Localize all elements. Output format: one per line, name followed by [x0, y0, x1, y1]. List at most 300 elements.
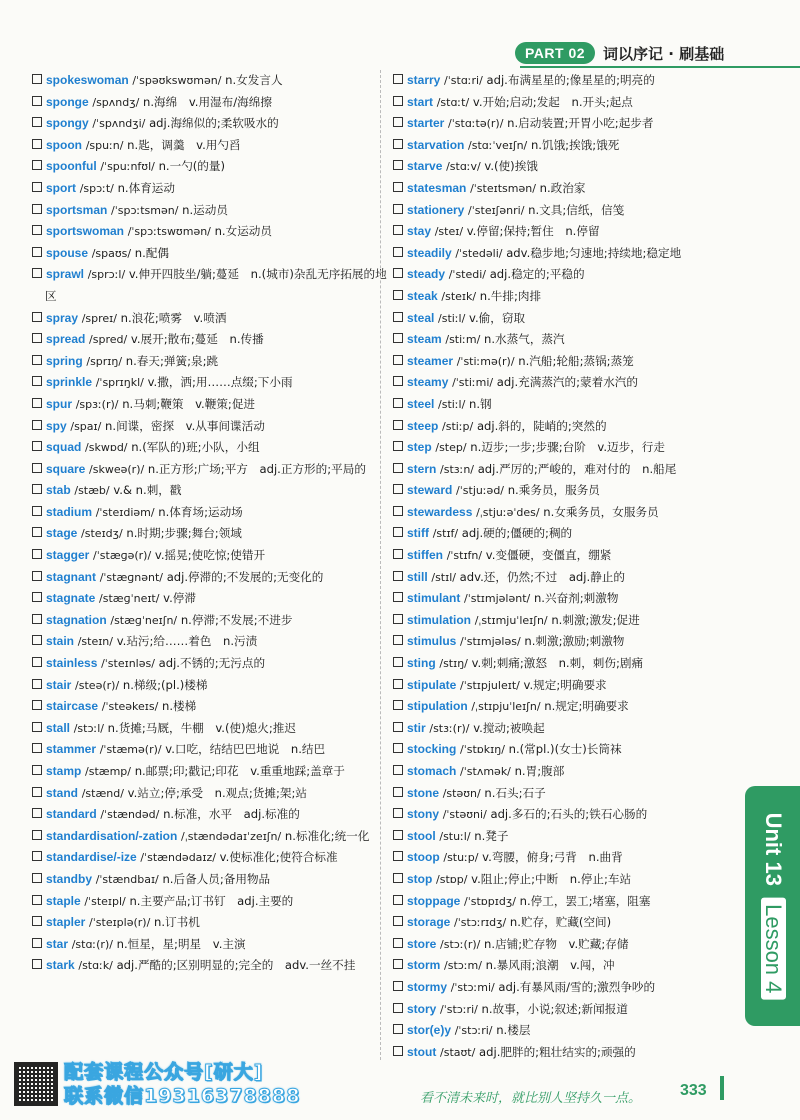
vocab-phonetic: /spʌndʒ/ [92, 95, 140, 109]
header-title: 词以序记 · 刷基础 [603, 44, 725, 63]
vocab-definition: adj.停滞的;不发展的;无变化的 [166, 569, 324, 584]
vocab-phonetic: /ˈstiːmə(r)/ [456, 354, 515, 368]
vocab-phonetic: /stəʊn/ [442, 786, 481, 800]
vocab-phonetic: /stiːl/ [438, 311, 466, 325]
vocab-definition: n.恒星，星;明星 v.主演 [116, 936, 246, 951]
vocab-definition: adj.严酷的;区别明显的;完全的 adv.一丝不挂 [116, 958, 356, 973]
vocab-phonetic: /stɜː(r)/ [429, 721, 470, 735]
vocab-definition: n.匙，调羹 v.用勺舀 [127, 137, 241, 152]
vocab-word: stomach [407, 764, 457, 778]
checkbox-icon[interactable] [32, 571, 42, 581]
vocab-entry [32, 955, 397, 977]
vocab-entry [32, 92, 397, 114]
vocab-phonetic: /ˈspəʊkswʊmən/ [132, 74, 222, 87]
vocab-word: stipulate [407, 677, 457, 692]
vocab-definition: n.时期;步骤;舞台;领域 [126, 526, 242, 541]
vocab-phonetic: /stɪŋ/ [439, 657, 468, 671]
vocab-entry [32, 804, 397, 826]
vocab-definition: n.暴风雨;浪潮 v.闯，冲 [485, 958, 615, 973]
vocab-word: stimulant [407, 591, 461, 606]
vocab-word: sportswoman [46, 224, 125, 239]
vocab-definition: n.后备人员;备用物品 [162, 871, 271, 886]
vocab-definition: n.标准化;统一化 [284, 828, 370, 843]
vocab-word: sponge [46, 94, 89, 109]
vocab-definition: v.伸开四肢坐/躺;蔓延 n.(城市)杂乱无序拓展的地区 [45, 267, 387, 303]
checkbox-icon[interactable] [393, 830, 403, 840]
checkbox-icon[interactable] [32, 873, 42, 883]
watermark [64, 1060, 300, 1108]
checkbox-icon[interactable] [32, 312, 42, 322]
checkbox-icon[interactable] [32, 484, 42, 494]
vocab-phonetic: /ˈspʌndʒi/ [92, 117, 146, 131]
vocab-phonetic: /stæmp/ [85, 765, 131, 778]
checkbox-icon[interactable] [32, 355, 42, 365]
vocab-definition: adv.还，仍然;不过 adj.静止的 [459, 569, 625, 584]
vocab-word: starry [407, 73, 441, 87]
checkbox-icon[interactable] [393, 1046, 403, 1056]
vocab-phonetic: /spuːn/ [85, 138, 124, 152]
checkbox-icon[interactable] [32, 722, 42, 732]
vocab-entry [393, 826, 758, 848]
checkbox-icon[interactable] [32, 420, 42, 430]
unit-tab-text [760, 813, 786, 1000]
vocab-definition: n.邮票;印;戳记;印花 v.重重地踩;盖章于 [134, 764, 345, 778]
vocab-phonetic: /skwɒd/ [85, 441, 128, 455]
vocab-word: storm [407, 958, 441, 973]
vocab-definition: n.间谍，密探 v.从事间谍活动 [105, 418, 265, 433]
checkbox-icon[interactable] [393, 1003, 403, 1013]
vocab-word: stage [46, 526, 78, 541]
vocab-phonetic: /spred/ [89, 333, 128, 347]
qr-code-icon [14, 1062, 58, 1106]
vocab-phonetic: /stɑːt/ [436, 95, 470, 109]
vocab-phonetic: /ˈstʌmək/ [460, 765, 511, 778]
vocab-phonetic: /ˌstɪmjuˈleɪʃn/ [474, 613, 548, 627]
checkbox-icon[interactable] [32, 700, 42, 710]
checkbox-icon[interactable] [32, 959, 42, 969]
checkbox-icon[interactable] [32, 679, 42, 689]
checkbox-icon[interactable] [393, 204, 403, 214]
vocab-definition: n.主要产品;订书钉 adj.主要的 [129, 893, 294, 908]
vocab-definition: n.海绵 v.用湿布/海绵擦 [143, 94, 272, 109]
left-column [32, 70, 397, 977]
vocab-definition: adj.肥胖的;粗壮结实的;顽强的 [479, 1044, 636, 1059]
checkbox-icon[interactable] [393, 635, 403, 645]
vocab-definition: v.停留;保持;暂住 n.停留 [466, 224, 600, 239]
vocab-entry [32, 459, 397, 481]
checkbox-icon[interactable] [393, 657, 403, 667]
vocab-phonetic: /ˈspɔːtsmən/ [111, 203, 179, 217]
vocab-phonetic: /steɪdʒ/ [81, 527, 123, 541]
vocab-definition: n.正方形;广场;平方 adj.正方形的;平局的 [147, 461, 366, 476]
vocab-entry [393, 264, 758, 286]
vocab-definition: v.开始;启动;发起 n.开头;起点 [472, 94, 633, 109]
checkbox-icon[interactable] [32, 895, 42, 905]
vocab-word: stony [407, 807, 440, 822]
vocab-entry [393, 70, 758, 92]
vocab-entry [393, 178, 758, 200]
vocab-word: stagnation [46, 612, 107, 627]
checkbox-icon[interactable] [393, 463, 403, 473]
vocab-phonetic: /ˈsprɪŋkl/ [95, 376, 144, 390]
vocab-phonetic: /ˈsteɪʃənri/ [468, 203, 525, 217]
vocab-word: stair [46, 677, 72, 692]
vocab-word: store [407, 936, 437, 951]
vocab-definition: n.楼梯 [162, 699, 197, 714]
vocab-entry [32, 264, 397, 307]
vocab-phonetic: /spreɪ/ [81, 311, 117, 325]
checkbox-icon[interactable] [32, 657, 42, 667]
vocab-phonetic: /stæɡˈneɪʃn/ [110, 613, 178, 627]
vocab-phonetic: /skweə(r)/ [89, 462, 145, 476]
vocab-phonetic: /ˈstændəd/ [100, 808, 160, 822]
vocab-phonetic: /ˈstæɡə(r)/ [93, 549, 152, 563]
checkbox-icon[interactable] [32, 74, 42, 84]
checkbox-icon[interactable] [393, 96, 403, 106]
vocab-entry [32, 869, 397, 891]
vocab-word: stocking [407, 742, 457, 757]
vocab-definition: n.水蒸气，蒸汽 [484, 332, 565, 347]
checkbox-icon[interactable] [393, 787, 403, 797]
vocab-definition: n.凳子 [474, 828, 509, 843]
checkbox-icon[interactable] [393, 527, 403, 537]
vocab-phonetic: /stiːl/ [438, 397, 466, 411]
vocab-phonetic: /ˈstiːmi/ [452, 376, 494, 390]
checkbox-icon[interactable] [393, 959, 403, 969]
vocab-definition: adj.海绵似的;柔软吸水的 [149, 116, 279, 131]
checkbox-icon[interactable] [32, 96, 42, 106]
vocab-word: starter [407, 116, 445, 131]
vocab-word: stadium [46, 504, 93, 519]
vocab-entry [393, 912, 758, 934]
vocab-phonetic: /stɑː(r)/ [71, 937, 113, 951]
checkbox-icon[interactable] [393, 614, 403, 624]
vocab-entry [393, 308, 758, 330]
vocab-word: stir [407, 720, 426, 735]
checkbox-icon[interactable] [393, 981, 403, 991]
vocab-entry [393, 156, 758, 178]
checkbox-icon[interactable] [393, 808, 403, 818]
checkbox-icon[interactable] [32, 139, 42, 149]
vocab-definition: n.女乘务员，女服务员 [543, 504, 659, 519]
checkbox-icon[interactable] [393, 743, 403, 753]
checkbox-icon[interactable] [32, 787, 42, 797]
vocab-word: stipulation [407, 699, 468, 714]
vocab-definition: n.楼层 [496, 1023, 531, 1038]
checkbox-icon[interactable] [32, 635, 42, 645]
vocab-phonetic: /ˌstɪpjuˈleɪʃn/ [471, 700, 541, 714]
vocab-entry [393, 92, 758, 114]
checkbox-icon[interactable] [32, 247, 42, 257]
checkbox-icon[interactable] [393, 938, 403, 948]
vocab-phonetic: /steɪn/ [77, 635, 113, 649]
vocab-entry [393, 567, 758, 589]
vocab-entry [32, 200, 397, 222]
vocab-entry [393, 999, 758, 1021]
vocab-entry [393, 394, 758, 416]
page-number: 333 [680, 1082, 707, 1099]
vocab-entry [393, 1020, 758, 1042]
checkbox-icon[interactable] [32, 614, 42, 624]
checkbox-icon[interactable] [393, 851, 403, 861]
vocab-word: stimulation [407, 612, 472, 627]
vocab-definition: v.使标准化;使符合标准 [219, 850, 338, 865]
lesson-label: Lesson 4 [761, 898, 786, 999]
vocab-entry [393, 459, 758, 481]
checkbox-icon[interactable] [32, 182, 42, 192]
checkbox-icon[interactable] [32, 808, 42, 818]
checkbox-icon[interactable] [32, 938, 42, 948]
checkbox-icon[interactable] [32, 376, 42, 386]
checkbox-icon[interactable] [393, 376, 403, 386]
vocab-phonetic: /ˈstændbaɪ/ [95, 872, 159, 886]
vocab-word: spread [46, 332, 86, 347]
vocab-phonetic: /ˌstændədaɪˈzeɪʃn/ [181, 829, 282, 843]
checkbox-icon[interactable] [32, 441, 42, 451]
vocab-word: story [407, 1001, 437, 1016]
vocab-entry [32, 394, 397, 416]
vocab-entry [32, 480, 397, 502]
vocab-word: stapler [46, 915, 86, 930]
checkbox-icon[interactable] [32, 333, 42, 343]
vocab-word: star [46, 936, 69, 951]
vocab-definition: v.阻止;停止;中断 n.停止;车站 [471, 871, 632, 886]
vocab-word: stammer [46, 742, 97, 757]
vocab-definition: v.搅动;被唤起 [473, 720, 545, 735]
vocab-word: sprawl [46, 267, 85, 282]
vocab-phonetic: /ˈsteəkeɪs/ [101, 700, 159, 714]
checkbox-icon[interactable] [32, 592, 42, 602]
vocab-entry [32, 610, 397, 632]
checkbox-icon[interactable] [393, 139, 403, 149]
vocab-word: start [407, 94, 434, 109]
checkbox-icon[interactable] [393, 182, 403, 192]
vocab-phonetic: /ˈstɪmjələnt/ [464, 592, 531, 606]
vocab-entry [32, 523, 397, 545]
vocab-entry [32, 718, 397, 740]
vocab-entry [393, 243, 758, 265]
vocab-phonetic: /ˈsteɪplə(r)/ [89, 916, 151, 930]
vocab-word: standardisation/-zation [46, 828, 178, 843]
vocab-word: spokeswoman [46, 73, 129, 87]
vocab-phonetic: /ˈstæɡnənt/ [99, 570, 163, 584]
unit-label: Unit 13 [760, 812, 786, 886]
vocab-definition: n.一勺(的量) [158, 159, 226, 174]
vocab-entry [393, 329, 758, 351]
vocab-word: stagnate [46, 591, 96, 606]
checkbox-icon[interactable] [393, 592, 403, 602]
vocab-entry [393, 221, 758, 243]
checkbox-icon[interactable] [393, 873, 403, 883]
vocab-definition: n.订书机 [153, 915, 200, 930]
checkbox-icon[interactable] [393, 74, 403, 84]
vocab-definition: n.(常pl.)(女士)长筒袜 [508, 742, 622, 757]
vocab-word: steal [407, 310, 435, 325]
checkbox-icon[interactable] [32, 204, 42, 214]
vocab-definition: n.刺激;激发;促进 [551, 612, 640, 627]
checkbox-icon[interactable] [393, 679, 403, 689]
vocab-phonetic: /stɪl/ [431, 570, 456, 584]
checkbox-icon[interactable] [393, 312, 403, 322]
checkbox-icon[interactable] [32, 160, 42, 170]
vocab-entry [32, 329, 397, 351]
vocab-definition: adj.有暴风雨/雪的;激烈争吵的 [498, 979, 656, 994]
vocab-word: sting [407, 656, 436, 671]
vocab-definition: n.政治家 [539, 180, 586, 195]
vocab-entry [393, 437, 758, 459]
vocab-entry [32, 70, 397, 92]
vocab-word: stor(e)y [407, 1023, 452, 1038]
vocab-entry [393, 761, 758, 783]
checkbox-icon[interactable] [393, 722, 403, 732]
vocab-entry [32, 437, 397, 459]
checkbox-icon[interactable] [393, 355, 403, 365]
checkbox-icon[interactable] [393, 765, 403, 775]
vocab-entry [393, 113, 758, 135]
checkbox-icon[interactable] [32, 830, 42, 840]
vocab-entry [32, 696, 397, 718]
vocab-word: stall [46, 720, 71, 735]
vocab-entry [32, 416, 397, 438]
vocab-phonetic: /steɪk/ [441, 289, 477, 303]
vocab-definition: v.玷污;给……着色 n.污渍 [116, 634, 258, 649]
checkbox-icon[interactable] [393, 225, 403, 235]
vocab-word: stay [407, 224, 432, 239]
checkbox-icon[interactable] [393, 571, 403, 581]
vocab-word: spur [46, 396, 73, 411]
vocab-word: steak [407, 288, 438, 303]
checkbox-icon[interactable] [32, 527, 42, 537]
checkbox-icon[interactable] [393, 895, 403, 905]
checkbox-icon[interactable] [32, 463, 42, 473]
vocab-entry [393, 891, 758, 913]
vocab-word: steep [407, 418, 439, 433]
vocab-entry [32, 891, 397, 913]
vocab-phonetic: /stɑːk/ [78, 959, 113, 973]
vocab-phonetic: /stɑːv/ [446, 160, 481, 174]
checkbox-icon[interactable] [393, 290, 403, 300]
checkbox-icon[interactable] [393, 333, 403, 343]
vocab-word: stab [46, 483, 71, 498]
vocab-entry [393, 804, 758, 826]
vocab-definition: n.配偶 [134, 245, 170, 260]
vocab-word: steamy [407, 375, 449, 390]
checkbox-icon[interactable] [393, 916, 403, 926]
vocab-word: standard [46, 807, 97, 822]
checkbox-icon[interactable] [393, 247, 403, 257]
vocab-entry [32, 308, 397, 330]
vocab-definition: n.春天;弹簧;泉;跳 [125, 353, 219, 368]
vocab-definition: v.摇晃;使吃惊;使错开 [154, 548, 266, 563]
vocab-phonetic: /spɔːt/ [79, 181, 114, 195]
vocab-definition: adj.严厉的;严峻的，难对付的 n.船尾 [477, 461, 677, 476]
checkbox-icon[interactable] [32, 851, 42, 861]
vocab-entry [393, 739, 758, 761]
checkbox-icon[interactable] [32, 549, 42, 559]
checkbox-icon[interactable] [393, 268, 403, 278]
vocab-definition: n.马刺;鞭策 v.鞭策;促进 [122, 396, 256, 411]
vocab-definition: v.规定;明确要求 [523, 677, 607, 692]
vocab-word: stool [407, 828, 436, 843]
vocab-entry [393, 718, 758, 740]
vocab-definition: adj.不锈的;无污点的 [158, 656, 266, 671]
vocab-word: stoop [407, 850, 440, 865]
checkbox-icon[interactable] [393, 1024, 403, 1034]
vocab-phonetic: /stænd/ [81, 786, 124, 800]
vocab-definition: n.胃;腹部 [514, 764, 565, 778]
checkbox-icon[interactable] [32, 506, 42, 516]
vocab-entry [32, 351, 397, 373]
checkbox-icon[interactable] [32, 117, 42, 127]
vocab-definition: n.规定;明确要求 [544, 699, 629, 714]
vocab-word: stimulus [407, 634, 457, 649]
checkbox-icon[interactable] [393, 117, 403, 127]
vocab-definition: adj.硬的;僵硬的;稠的 [461, 526, 573, 541]
checkbox-icon[interactable] [393, 398, 403, 408]
checkbox-icon[interactable] [32, 268, 42, 278]
checkbox-icon[interactable] [393, 484, 403, 494]
vocab-entry [32, 631, 397, 653]
vocab-word: stamp [46, 764, 82, 778]
vocab-phonetic: /stɔːm/ [444, 959, 482, 973]
vocab-entry [32, 739, 397, 761]
vocab-word: staple [46, 893, 81, 908]
vocab-definition: n.体育场;运动场 [158, 504, 243, 519]
vocab-phonetic: /stæɡˈneɪt/ [99, 592, 160, 606]
vocab-definition: v.展开;散布;蔓延 n.传播 [130, 332, 264, 347]
vocab-word: spoon [46, 137, 82, 152]
vocab-word: spouse [46, 245, 89, 260]
vocab-entry [393, 696, 758, 718]
checkbox-icon[interactable] [393, 549, 403, 559]
vocab-phonetic: /ˈstɔːmi/ [450, 980, 495, 994]
vocab-entry [32, 113, 397, 135]
vocab-word: stone [407, 785, 440, 800]
checkbox-icon[interactable] [32, 225, 42, 235]
vocab-definition: n.石头;石子 [484, 785, 546, 800]
vocab-word: statesman [407, 180, 467, 195]
vocab-word: steel [407, 396, 435, 411]
checkbox-icon[interactable] [32, 916, 42, 926]
vocab-entry [393, 502, 758, 524]
checkbox-icon[interactable] [32, 765, 42, 775]
vocab-phonetic: /stɔː(r)/ [440, 937, 481, 951]
page-header [515, 40, 800, 66]
vocab-phonetic: /ˈstedəli/ [455, 246, 503, 260]
vocab-definition: n.钢 [469, 396, 492, 411]
vocab-phonetic: /spaɪ/ [70, 419, 102, 433]
vocab-word: steady [407, 267, 446, 282]
vocab-entry [32, 545, 397, 567]
checkbox-icon[interactable] [393, 441, 403, 451]
checkbox-icon[interactable] [393, 700, 403, 710]
vocab-phonetic: /ˌstjuːəˈdes/ [476, 505, 540, 519]
checkbox-icon[interactable] [393, 160, 403, 170]
checkbox-icon[interactable] [32, 398, 42, 408]
vocab-definition: n.汽船;轮船;蒸锅;蒸笼 [518, 353, 634, 368]
checkbox-icon[interactable] [32, 743, 42, 753]
vocab-definition: n.兴奋剂;刺激物 [533, 591, 619, 606]
checkbox-icon[interactable] [393, 506, 403, 516]
vocab-phonetic: /ˈsteɪdiəm/ [95, 505, 155, 519]
vocab-entry [32, 502, 397, 524]
vocab-word: squad [46, 440, 82, 455]
vocab-entry [32, 221, 397, 243]
vocab-definition: v.停滞 [163, 591, 196, 606]
footer-motto: 看不清未来时，就比别人坚持久一点。 [420, 1091, 642, 1106]
vocab-word: stiff [407, 526, 429, 541]
checkbox-icon[interactable] [393, 420, 403, 430]
